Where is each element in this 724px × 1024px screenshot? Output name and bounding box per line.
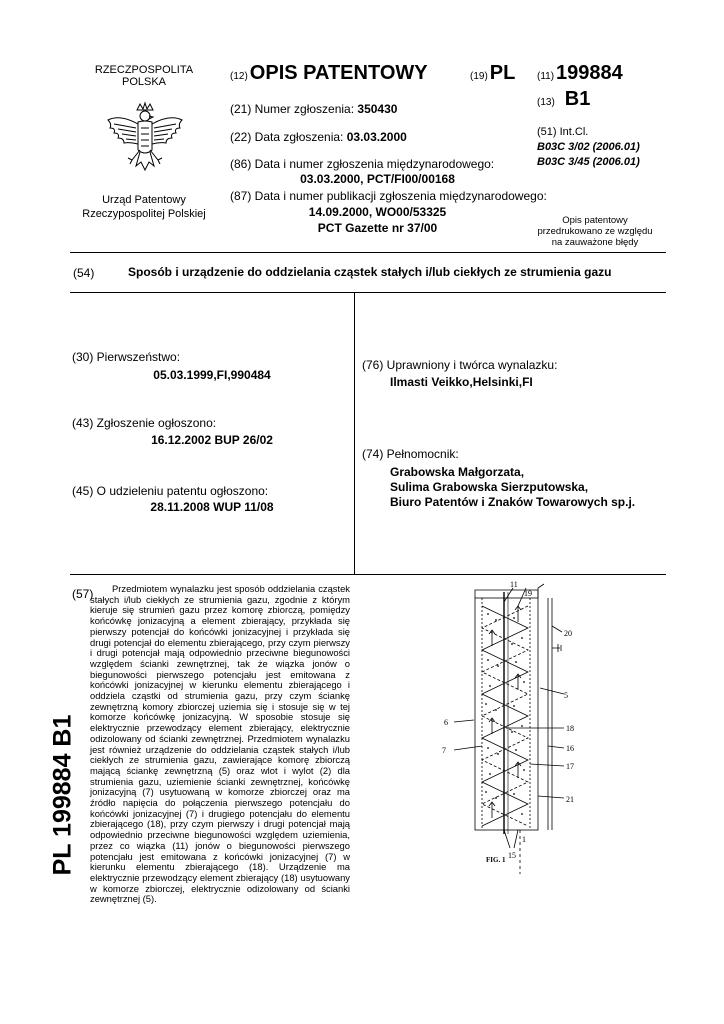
priority-label: (30) Pierwszeństwo: [72,350,181,364]
intl-pub-value: 14.09.2000, WO00/53325 [308,205,447,219]
patent-number [537,62,623,85]
fig-label-1: 1 [522,835,526,844]
issuer-country-line1: RZECZPOSPOLITA [94,64,194,76]
fig-label-20: 20 [564,629,572,638]
title-code: (54) [73,266,95,280]
application-number [230,102,397,116]
kind-code-value: B1 [564,88,591,110]
intl-filing-value: 03.03.2000, PCT/FI00/00168 [300,172,455,186]
abstract [90,584,350,905]
fig-outer-wall [475,598,538,830]
owner-value: Ilmasti Veikko,Helsinki,FI [390,375,533,389]
patent-number-code: (11) [537,71,555,82]
app-pub-label: (43) Zgłoszenie ogłoszono: [72,416,217,430]
country-code-value: PL [489,62,516,84]
issuer-office-line2: Rzeczypospolitej Polskiej [82,208,206,220]
side-label-text: PL 199884 B1 [48,714,77,876]
abstract-text: Przedmiotem wynalazku jest sposób oddzielania cząstek stałych i/lub ciekłych ze strumienia gazu, zgodnie z którym kieruje się strumień gazu przez komorę zbiorczą, pomiędzy końcówkę jonizacyjną a element zbierający, przykłada się pierwszy potencjał do końcówki jonizacyjnej i przykłada się drugi potencjał do elementu zbierającego, przy czym pierwszy i drugi potencjał mają odpowiednio przeciwne biegunowości względem ścianki zewnętrznej, tak że wiązka jonów o biegunowości pierwszego potencjału jest emitowana z końcówki jonizacyjnej w kierunku elementu zbierającego i oddziela cząstki od strumienia gazu, przy czym ściankę zewnętrzną komory zbiorczej uziemia się i stosuje się w tej komorze końcówkę jonizacyjną. W sposobie stosuje się elektrycznie przewodzący element zbierający, elektrycznie odizolowany od ścianki zewnętrznej. Przedmiotem wynalazku jest również urządzenie do oddzielania cząstek stałych i/lub ciekłych ze strumienia gazu, zawierające komorę zbiorczą mającą ściankę zewnętrzną (5) oraz wlot i wylot (2) dla strumienia gazu, uziemienie ścianki zewnętrznej, końcówkę jonizacyjną (7) usytuowaną w komorze zbiorczej oraz ma źródło napięcia do połączenia pierwszego potencjału do końcówki jonizacyjnej (7) i drugiego potencjału do elementu zbierającego (18), przy czym pierwszy i drugi potencjał mają odpowiednio przeciwne biegunowości względem uziemienia, przez co wiązka (11) jonów o biegunowości pierwszego potencjału jest emitowana z końcówki jonizacyjnej (7) w kierunku elementu zbierającego (18). Urządzenie ma elektrycznie przewodzący element zbierający (18) usytuowany w komorze zbiorczej, elektrycznie odizolowany od ścianki zewnętrznej (5). [90,583,350,905]
attorney-value [390,465,635,510]
fig-label-6: 6 [444,718,448,727]
application-number-value: 350430 [357,102,398,116]
owner-label: (76) Uprawniony i twórca wynalazku: [362,358,558,372]
intl-filing-label: (86) Data i numer zgłoszenia międzynarodowego: [230,157,495,171]
kind-code-code: (13) [537,97,555,108]
reprint-note-line1: Opis patentowy [562,215,628,226]
filing-date-value: 03.03.2000 [346,130,407,144]
patent-number-value: 199884 [556,62,623,84]
attorney-line3: Biuro Patentów i Znaków Towarowych sp.j. [390,495,636,509]
country-code [470,62,515,85]
doc-type [230,62,428,85]
fig-label-16: 16 [566,744,574,753]
side-label [38,705,88,885]
int-cl-1: B03C 3/02 (2006.01) [537,141,640,153]
int-cl-label: (51) Int.Cl. [537,126,589,138]
grant-pub-label: (45) O udzieleniu patentu ogłoszono: [72,484,269,498]
issuer-country-line2: POLSKA [121,76,167,88]
grant-pub-value: 28.11.2008 WUP 11/08 [150,500,274,514]
fig-label-15: 15 [508,851,516,860]
issuer-office-line1: Urząd Patentowy [102,194,186,206]
abstract-code: (57) [72,587,94,601]
filing-date [230,130,407,144]
doc-type-code: (12) [230,71,248,82]
figure-1-drawing [430,578,610,880]
issuer-country [70,64,218,88]
fig-label-7: 7 [442,746,446,755]
fig-label-5: 5 [564,691,568,700]
reprint-note-line2: przedrukowano ze względu [537,226,653,237]
fig-label-19: 19 [524,589,532,598]
divider-title [70,292,666,293]
attorney-line1: Grabowska Małgorzata, [390,465,525,479]
attorney-label: (74) Pełnomocnik: [362,447,459,461]
reprint-note [530,215,660,248]
kind-code [537,88,590,111]
application-number-label: (21) Numer zgłoszenia: [230,102,355,116]
fig-label-21: 21 [566,795,574,804]
patent-title: Sposób i urządzenie do oddzielania cząstek stałych i/lub ciekłych ze strumienia gazu [128,265,612,279]
figure-caption: FIG. 1 [486,856,506,864]
divider-top [70,252,666,253]
fig-label-17: 17 [566,762,574,771]
fig-label-11: 11 [510,580,518,589]
fig-label-18: 18 [566,724,574,733]
gazette: PCT Gazette nr 37/00 [317,221,438,235]
country-code-code: (19) [470,71,488,82]
doc-type-title: OPIS PATENTOWY [249,62,428,84]
filing-date-label: (22) Data zgłoszenia: [230,130,344,144]
reprint-note-line3: na zauważone błędy [551,237,639,248]
issuer-office [70,193,218,221]
app-pub-value: 16.12.2002 BUP 26/02 [151,433,273,447]
eagle-emblem-icon [100,100,190,186]
intl-pub-label: (87) Data i numer publikacji zgłoszenia międzynarodowego: [230,189,547,203]
column-divider [354,292,355,574]
attorney-line2: Sulima Grabowska Sierzputowska, [390,480,589,494]
int-cl-2: B03C 3/45 (2006.01) [537,156,640,168]
fig-outlet-pipe [538,584,544,598]
divider-abstract [70,574,666,575]
priority-value: 05.03.1999,FI,990484 [153,368,271,382]
